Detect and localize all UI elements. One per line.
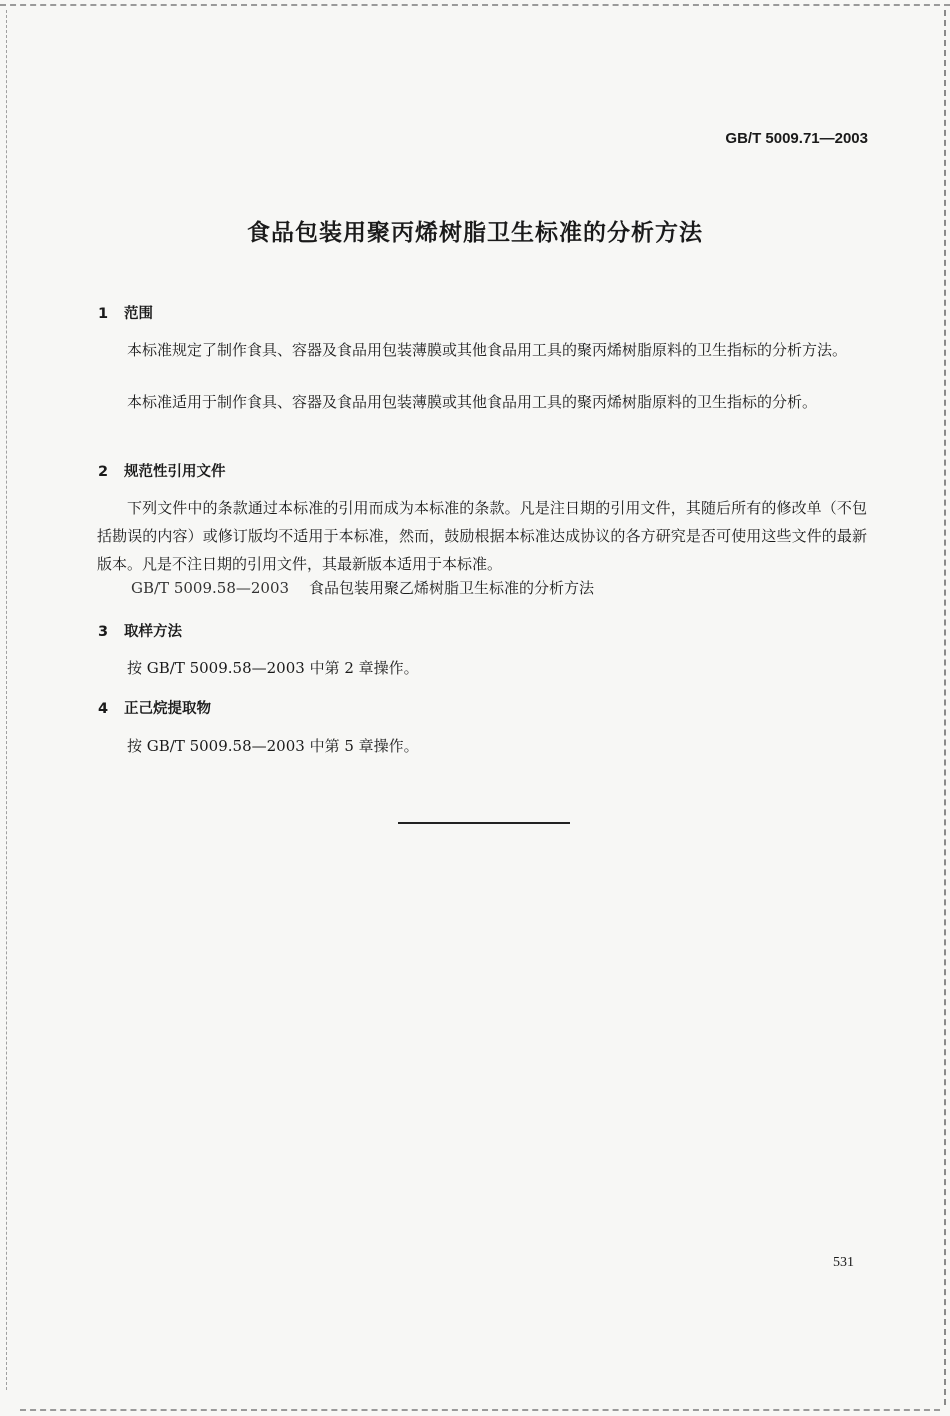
section-number: 4 xyxy=(98,701,109,717)
reference-title: 食品包装用聚乙烯树脂卫生标准的分析方法 xyxy=(309,579,595,597)
section-3-paragraph-1: 按 GB/T 5009.58—2003 中第 2 章操作。 xyxy=(127,659,419,677)
document-title: 食品包装用聚丙烯树脂卫生标准的分析方法 xyxy=(247,220,703,246)
reference-code: GB/T 5009.58—2003 xyxy=(131,579,290,597)
section-heading-3 xyxy=(98,620,182,641)
section-1-paragraph-2: 本标准适用于制作食具、容器及食品用包装薄膜或其他食品用工具的聚丙烯树脂原料的卫生指标的分析。 xyxy=(127,393,818,411)
section-1-paragraph-1: 本标准规定了制作食具、容器及食品用包装薄膜或其他食品用工具的聚丙烯树脂原料的卫生指标的分析方法。 xyxy=(127,341,848,359)
section-2-paragraph-1: 下列文件中的条款通过本标准的引用而成为本标准的条款。凡是注日期的引用文件，其随后所有的修改单（不包括勘误的内容）或修订版均不适用于本标准，然而，鼓励根据本标准达成协议的各方研究是否可使用这些文件的最新版本。凡是不注日期的引用文件，其最新版本适用于本标准。 xyxy=(97,499,867,573)
section-number: 3 xyxy=(98,624,109,640)
section-title: 取样方法 xyxy=(124,624,182,640)
section-heading-4 xyxy=(98,697,211,718)
section-title: 规范性引用文件 xyxy=(124,464,226,480)
section-number: 1 xyxy=(98,306,109,322)
scan-border-top xyxy=(0,4,950,6)
end-of-document-rule xyxy=(398,822,570,824)
section-heading-1 xyxy=(98,302,153,323)
section-title: 范围 xyxy=(124,306,153,322)
scan-border-bottom xyxy=(20,1409,940,1411)
section-4-paragraph-1: 按 GB/T 5009.58—2003 中第 5 章操作。 xyxy=(127,737,419,755)
standard-number: GB/T 5009.71—2003 xyxy=(725,130,868,147)
section-title: 正己烷提取物 xyxy=(124,701,211,717)
section-heading-2 xyxy=(98,460,226,481)
normative-reference xyxy=(131,577,594,598)
page-number: 531 xyxy=(833,1255,854,1270)
section-number: 2 xyxy=(98,464,109,480)
